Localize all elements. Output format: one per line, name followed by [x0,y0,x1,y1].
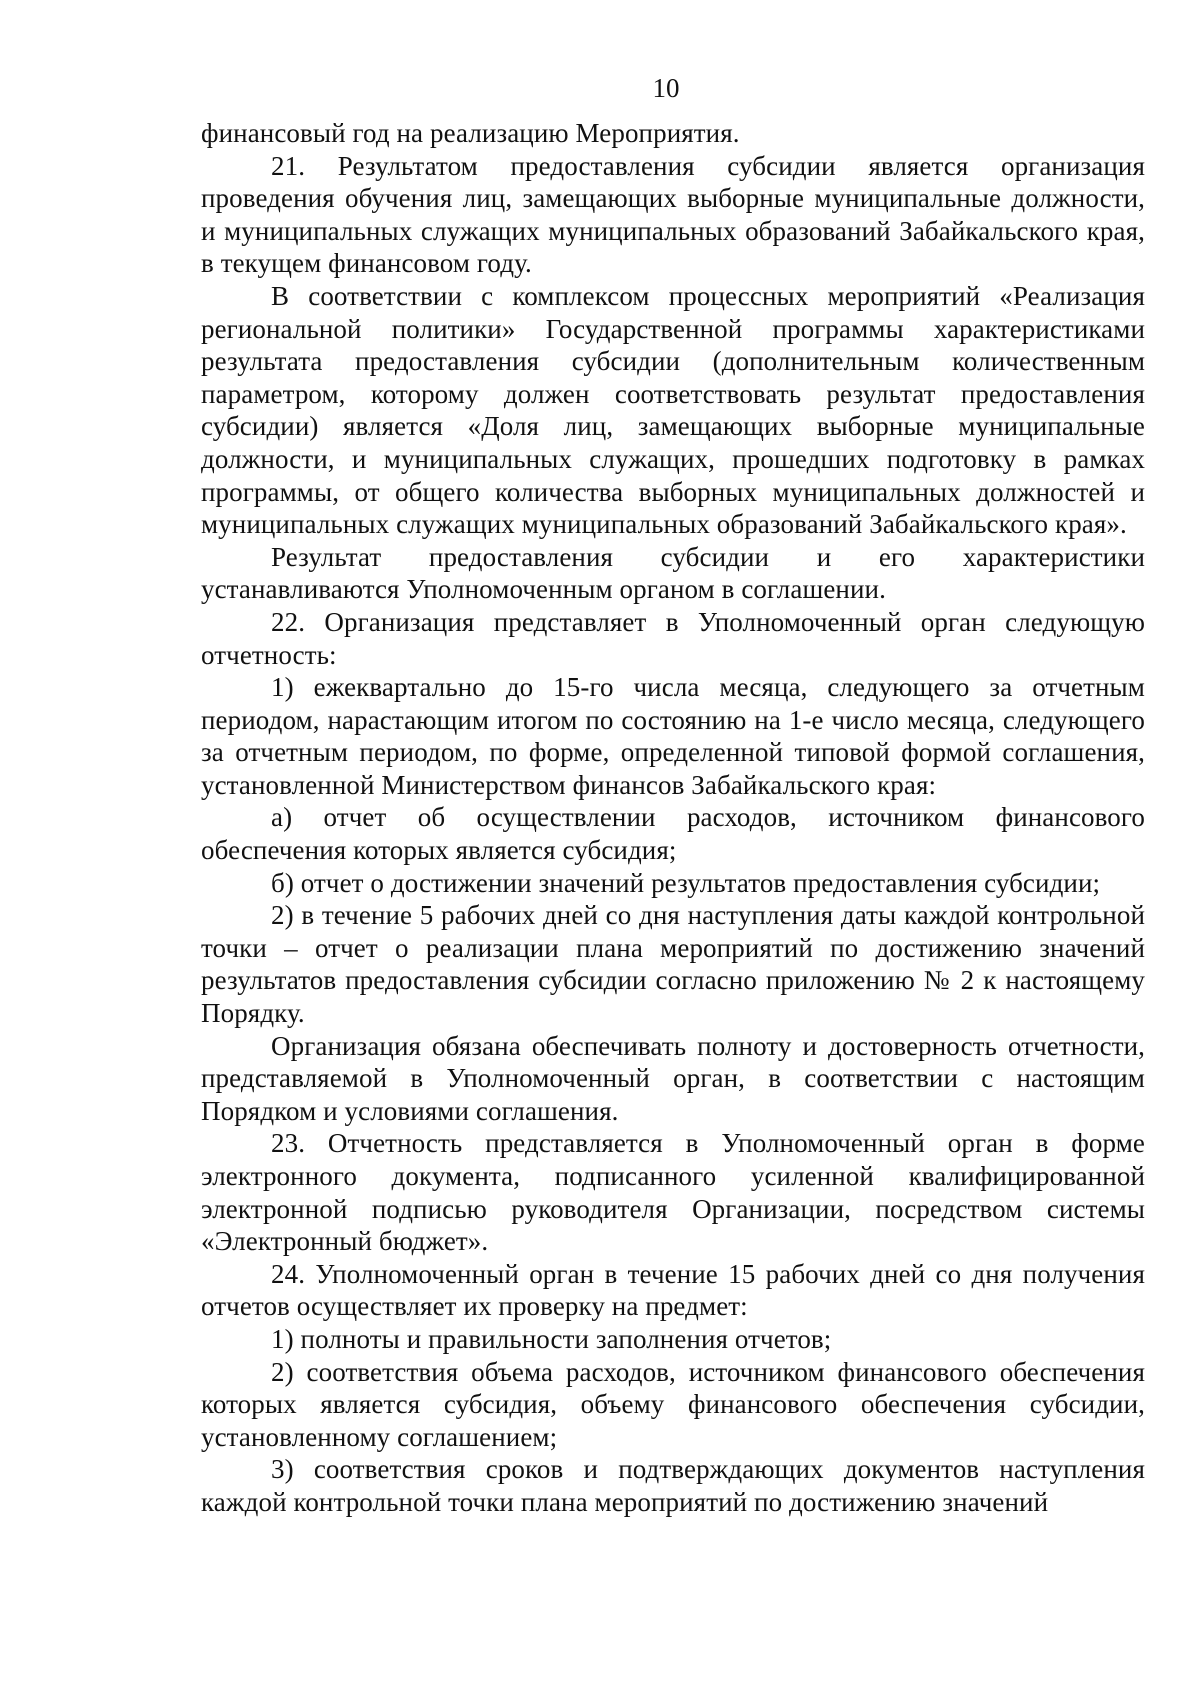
paragraph-result-characteristics: В соответствии с комплексом процессных мероприятий «Реализация региональной политики» Государственной программы характеристиками результата предоставления субсидии (дополнительным количественным параметром, которому должен соответствовать результат предоставления субсидии) является «Доля лиц, замещающих выборные муниципальные должности, и муниципальных служащих, прошедших подготовку в рамках программы, от общего количества выборных муниципальных должностей и муниципальных служащих муниципальных образований Забайкальского края». [201,280,1145,540]
paragraph-item-22-2: 2) в течение 5 рабочих дней со дня наступления даты каждой контрольной точки – отчет о реализации плана мероприятий по достижению значений результатов предоставления субсидии согласно приложению № 2 к настоящему Порядку. [201,900,1145,1029]
paragraph-item-22-1-b: б) отчет о достижении значений результатов предоставления субсидии; [271,867,1101,898]
document-body [201,117,1145,1519]
paragraph-result-agreement: Результат предоставления субсидии и его характеристики устанавливаются Уполномоченным органом в соглашении. [201,541,1145,605]
paragraph-item-23: 23. Отчетность представляется в Уполномоченный орган в форме электронного документа, подписанного усиленной квалифицированной электронной подписью руководителя Организации, посредством системы «Электронный бюджет». [201,1128,1145,1257]
paragraph-item-24: 24. Уполномоченный орган в течение 15 рабочих дней со дня получения отчетов осуществляет их проверку на предмет: [201,1258,1145,1322]
paragraph-item-24-1: 1) полноты и правильности заполнения отчетов; [271,1323,832,1354]
paragraph-item-24-3: 3) соответствия сроков и подтверждающих документов наступления каждой контрольной точки плана мероприятий по достижению значений [201,1454,1145,1517]
paragraph-reporting-obligation: Организация обязана обеспечивать полноту и достоверность отчетности, представляемой в Уполномоченный орган, в соответствии с настоящим Порядком и условиями соглашения. [201,1030,1145,1126]
paragraph-continuation: финансовый год на реализацию Мероприятия. [201,118,740,148]
page-number: 10 [652,73,680,103]
paragraph-item-22: 22. Организация представляет в Уполномоченный орган следующую отчетность: [201,606,1145,670]
paragraph-item-22-1-a: а) отчет об осуществлении расходов, источником финансового обеспечения которых является субсидия; [201,802,1145,866]
paragraph-item-22-1: 1) ежеквартально до 15-го числа месяца, следующего за отчетным периодом, нарастающим итогом по состоянию на 1-е число месяца, следующего за отчетным периодом, по форме, определенной типовой формой соглашения, установленной Министерством финансов Забайкальского края: [201,672,1145,800]
paragraph-item-24-2: 2) соответствия объема расходов, источником финансового обеспечения которых является субсидия, объему финансового обеспечения субсидии, установленному соглашением; [201,1356,1145,1452]
paragraph-item-21: 21. Результатом предоставления субсидии является организация проведения обучения лиц, замещающих выборные муниципальные должности, и муниципальных служащих муниципальных образований Забайкальского края, в текущем финансовом году. [201,150,1145,279]
